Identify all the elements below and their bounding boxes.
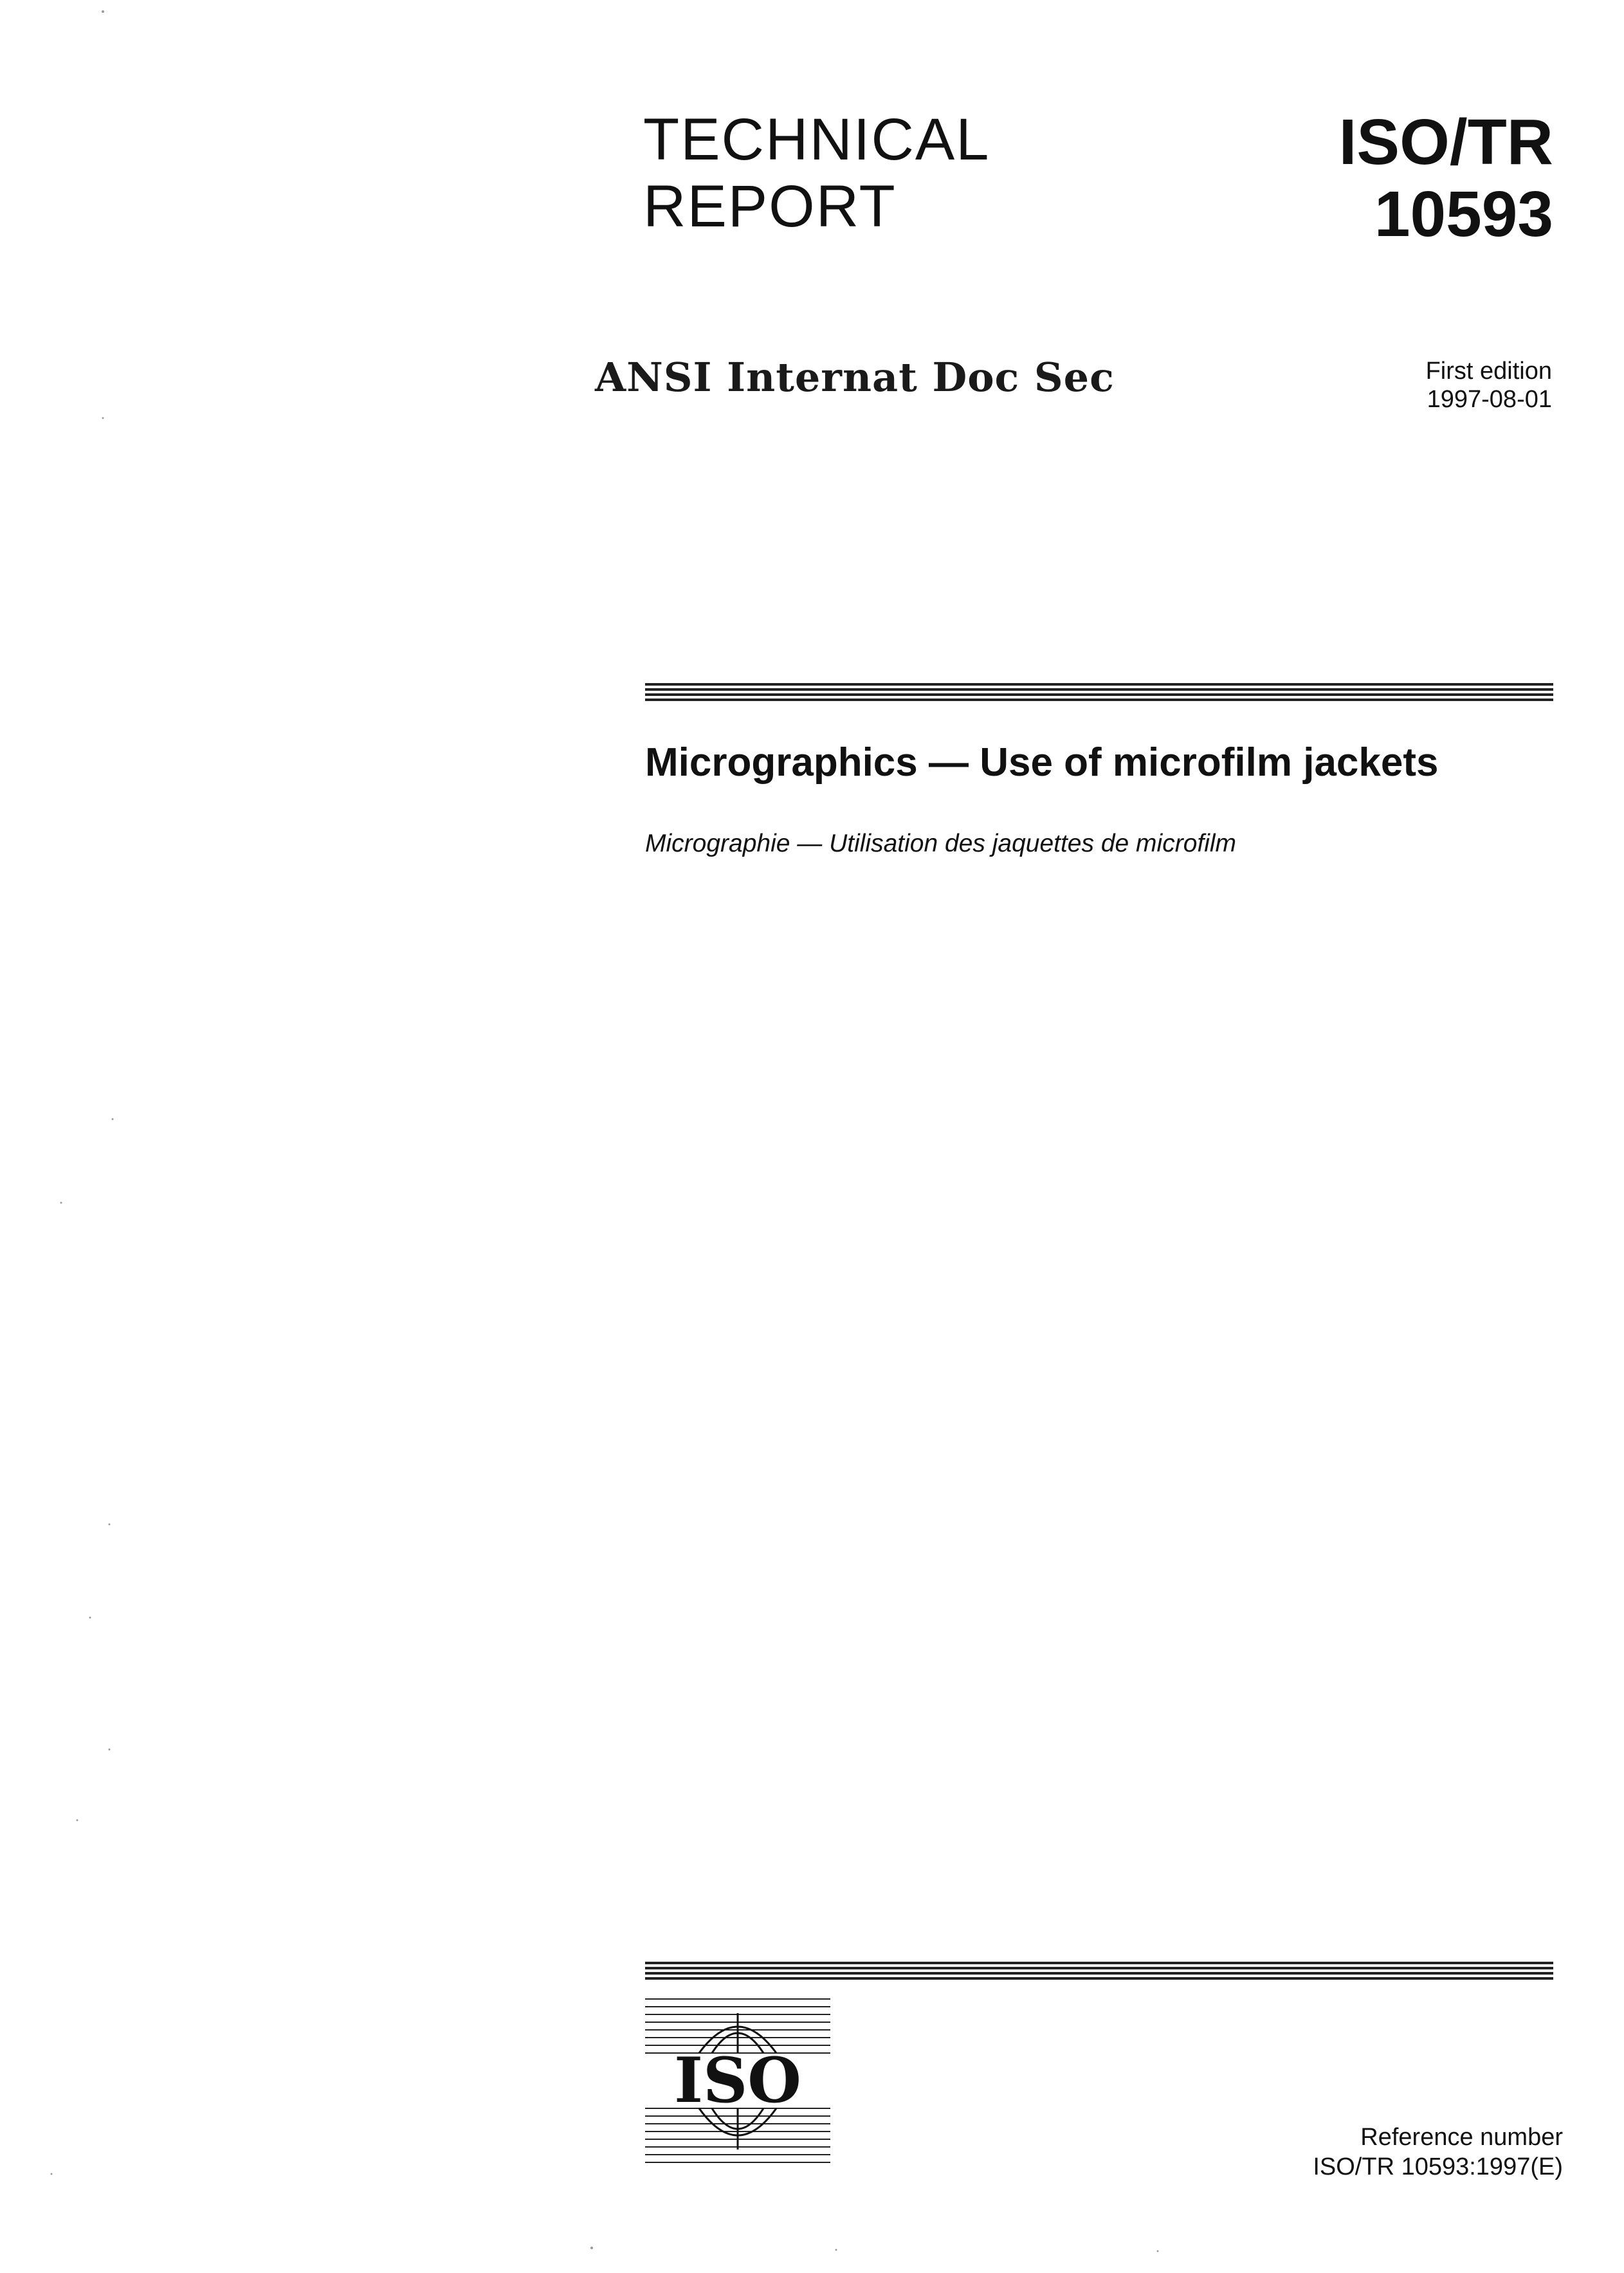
document-type-line1: TECHNICAL xyxy=(643,107,990,172)
document-number-line2: 10593 xyxy=(1374,178,1553,250)
title-english: Micrographics — Use of microfilm jackets xyxy=(645,740,1439,785)
edition-info xyxy=(1426,357,1552,414)
top-divider xyxy=(645,683,1553,704)
document-number-line1: ISO/TR xyxy=(1338,106,1553,178)
bottom-divider xyxy=(645,1962,1553,1982)
reference-value: ISO/TR 10593:1997(E) xyxy=(1313,2153,1563,2180)
iso-logo-text: ISO xyxy=(674,2044,801,2117)
reference-label: Reference number xyxy=(1360,2124,1563,2151)
edition-label: First edition xyxy=(1425,358,1552,385)
iso-logo-icon xyxy=(645,1994,830,2168)
library-stamp: ANSI Internat Doc Sec xyxy=(595,354,1115,401)
document-number xyxy=(1339,106,1553,250)
reference-number xyxy=(1313,2122,1563,2182)
document-type-line2: REPORT xyxy=(643,174,897,239)
document-type xyxy=(643,106,990,240)
edition-date: 1997-08-01 xyxy=(1427,386,1552,413)
title-french: Micrographie — Utilisation des jaquettes de microfilm xyxy=(645,830,1237,857)
